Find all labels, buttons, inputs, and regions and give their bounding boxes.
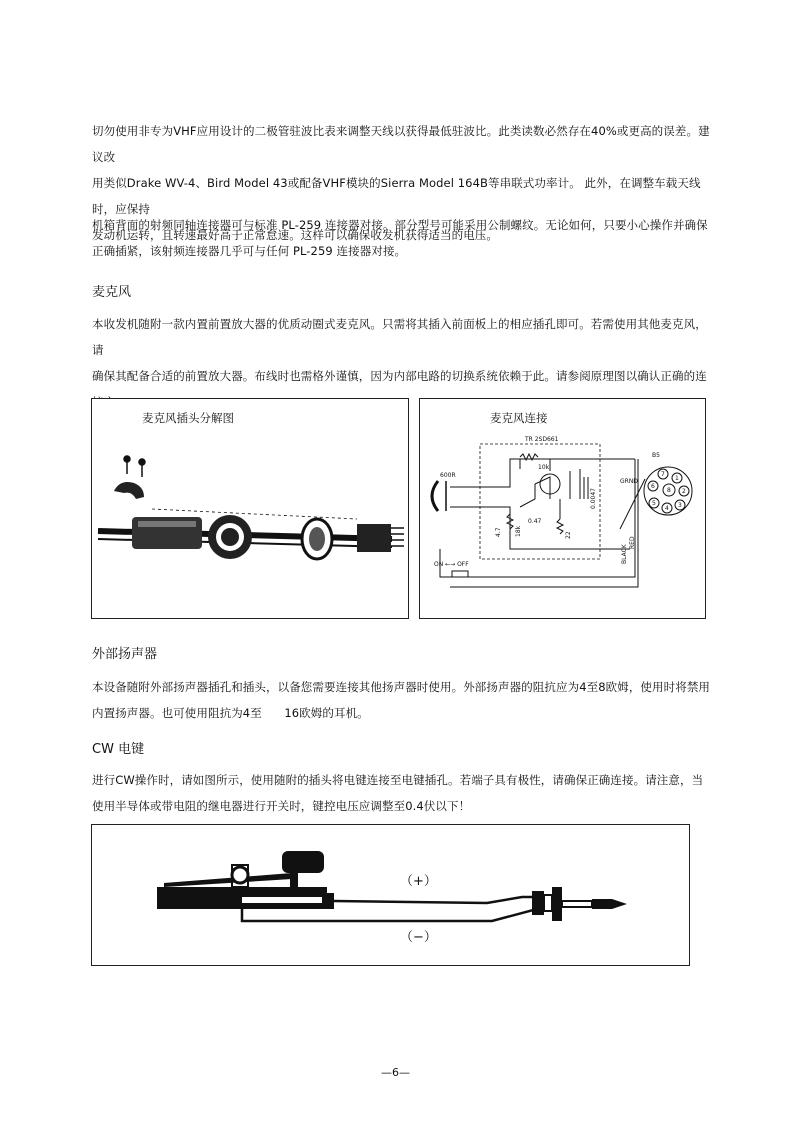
text-line: 进行CW操作时，请如图所示，使用随附的插头将电键连接至电键插孔。若端子具有极性，请确保正确连接。请注意，当 <box>92 773 704 787</box>
text-line: 本收发机随附一款内置前置放大器的优质动圈式麦克风。只需将其插入前面板上的相应插孔即可。若需使用其他麦克风，请 <box>92 317 707 357</box>
pin-label: 4 <box>665 505 669 512</box>
label-b5: B5 <box>652 452 660 459</box>
label-047: 0.47 <box>528 518 542 525</box>
pin-label: 8 <box>667 487 671 494</box>
label-600r: 600R <box>440 472 456 479</box>
mic-schematic <box>420 399 705 618</box>
text-line: 使用半导体或带电阻的继电器进行开关时，键控电压应调整至0.4伏以下！ <box>92 799 471 813</box>
paragraph-external-speaker <box>92 674 712 726</box>
text-line: 本设备随附外部扬声器插孔和插头，以备您需要连接其他扬声器时使用。外部扬声器的阻抗应为4至8欧姆，使用时将禁用 <box>92 680 711 694</box>
text-line: 发动机运转，且转速最好高于正常怠速。这样可以确保收发机获得适当的电压。 <box>92 228 498 242</box>
figure-caption: 麦克风插头分解图 <box>142 411 234 425</box>
paragraph-cw-key <box>92 767 712 819</box>
label-minus: （−） <box>400 930 437 945</box>
label-red: RED <box>629 536 636 549</box>
label-00047: 0.0047 <box>590 488 597 509</box>
heading-microphone: 麦克风 <box>92 285 132 300</box>
pin-label: 6 <box>651 483 655 490</box>
text-line: 切勿使用非专为VHF应用设计的二极管驻波比表来调整天线以获得最低驻波比。此类读数必然存在40%或更高的误差。建议改 <box>92 124 710 164</box>
text-line: 内置扬声器。也可使用阻抗为4至 16欧姆的耳机。 <box>92 706 369 720</box>
pin-label: 7 <box>661 471 665 478</box>
label-10k: 10k <box>538 464 550 471</box>
label-plus: （+） <box>400 874 437 889</box>
text-line: 确保其配备合适的前置放大器。布线时也需格外谨慎，因为内部电路的切换系统依赖于此。请参阅原理图以确认正确的连 <box>92 369 707 383</box>
label-47: 4.7 <box>495 527 502 537</box>
pin-label: 3 <box>678 502 682 509</box>
label-switch: ON ←→ OFF <box>434 561 469 568</box>
label-black: BLACK <box>621 544 628 564</box>
figure-cw-key <box>91 824 690 966</box>
figure-mic-connection <box>419 398 706 619</box>
heading-cw-key: CW 电键 <box>92 742 145 757</box>
pin-label: 2 <box>682 488 686 495</box>
cw-key-drawing <box>92 825 689 965</box>
figure-mic-plug-exploded <box>91 398 409 619</box>
pin-label: 5 <box>652 500 656 507</box>
text-line: 正确插紧，该射频连接器几乎可与任何 PL-259 连接器对接。 <box>92 244 407 258</box>
label-grnd: GRND <box>620 478 638 485</box>
mic-plug-drawing <box>92 399 408 618</box>
heading-external-speaker: 外部扬声器 <box>92 647 158 662</box>
page-number: —6— <box>381 1066 410 1079</box>
label-transistor: TR 2SD661 <box>525 436 559 443</box>
figure-caption: 麦克风连接 <box>490 411 548 425</box>
label-18k: 18k <box>515 525 522 537</box>
text-line: 机箱背面的射频同轴连接器可与标准 PL-259 连接器对接。部分型号可能采用公制螺纹。无论如何，只要小心操作并确保 <box>92 218 708 232</box>
paragraph-rf-connector <box>92 212 712 264</box>
text-line: 用类似Drake WV-4、Bird Model 43或配备VHF模块的Sierra Model 164B等串联式功率计。 此外，在调整车载天线时，应保持 <box>92 176 701 216</box>
pin-label: 1 <box>675 475 679 482</box>
label-22: 22 <box>565 531 572 539</box>
